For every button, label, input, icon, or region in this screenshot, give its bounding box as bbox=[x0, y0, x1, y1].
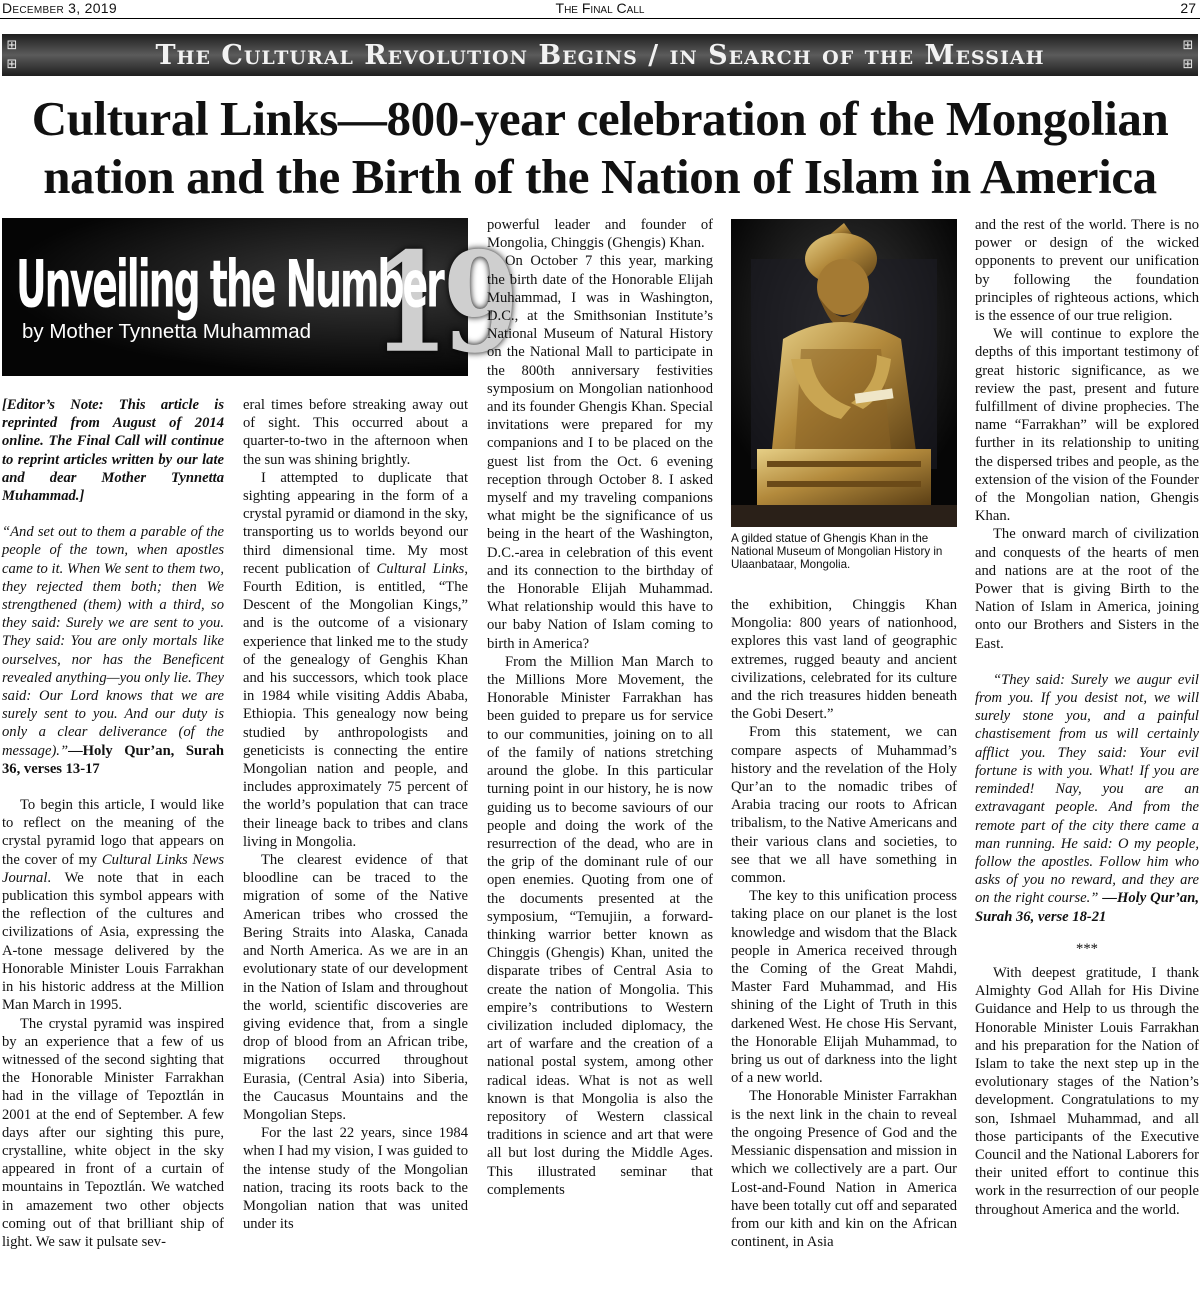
column-logo-title: Unveiling the Number bbox=[16, 246, 443, 322]
paragraph: eral times before streaking away out of sight. This occurred about a quarter-to-two in the afternoon when the sun was shining brightly. bbox=[243, 397, 468, 468]
article-column-5 bbox=[975, 216, 1199, 1219]
paragraph: We will continue to explore the depths of this important testimony of great historic significance, as we review the past, present and future fulfillment of divine prophecies. The name “Farrakhan” will be explored further in its relationship to uniting the dispersed tribes and people, as the extension of the vision of the Founder of the Mongolian nation, Ghengis Khan. bbox=[975, 326, 1199, 525]
paragraph: For the last 22 years, since 1984 when I had my vision, I was guided to the intense study of the Mongolian nation, tracing its roots back to the Mongolian nation that was united under its bbox=[243, 1125, 468, 1233]
paragraph: The clearest evidence of that bloodline can be traced to the migration of some of the Native American tribes who crossed the Bering Straits into Alaska, Canada and North America. As we are in an evolutionary state of our development in the Nation of Islam and throughout the world, scientific discoveries are giving evidence that, from a single drop of blood from an African tribe, migrations occurred throughout Eurasia, (Central Asia) into Siberia, the Caucasus Mountains and the Mongolian Steps. bbox=[243, 852, 468, 1123]
opening-quote: “And set out to them a parable of the people of the town, when apostles came to it. When We sent to them two, they rejected them both; then We strengthened (them) with a third, so they said: Surely we are sent to you. They said: You are only mortals like ourselves, nor has the Beneficent revealed anything—you only lie. They said: Our Lord knows that we are surely sent to you. And our duty is only a clear deliverance (of the message).”—Holy Qur’an, Surah 36, verses 13-17 bbox=[2, 524, 224, 777]
headline-line-2: nation and the Birth of the Nation of Islam in America bbox=[43, 149, 1157, 204]
article-column-1 bbox=[2, 396, 224, 1251]
paragraph: With deepest gratitude, I thank Almighty God Allah for His Divine Guidance and Help to us through the Honorable Minister Louis Farrakhan and his preparation for the Nation of Islam to take the next step up in the evolutionary stages of the Nation’s development. Congratulations to my son, Ishmael Muhammad, and all those participants of the Executive Council and the National Laborers for their united effort to continue this work in the resurrection of our people throughout America and the world. bbox=[975, 964, 1199, 1218]
article-column-3 bbox=[487, 216, 713, 1199]
paragraph: On October 7 this year, marking the birth date of the Honorable Elijah Muhammad, I was in Washington, D.C., at the Smithsonian Institute’s National Museum of Natural History on the National Mall to participate in the 800th anniversary festivities symposium on Mongolian nationhood and its founder Ghengis Khan. Special invitations were prepared for my companions and I to be placed on the guest list from the Oct. 6 evening reception through October 8. I asked myself and my traveling companions what might be the significance of us being in the heart of the Washington, D.C.-area in celebration of this event and its connection to the birthday of the Honorable Elijah Muhammad. What relationship would this have to our baby Nation of Islam coming to birth in America? bbox=[487, 253, 713, 652]
section-banner bbox=[2, 34, 1198, 76]
paragraph: The Honorable Minister Farrakhan is the next link in the chain to reveal the ongoing Presence of God and the Messianic dispensation and mission in which we collectively are a part. Our Lost-and-Found Nation in America have been totally cut off and separated from our kith and kin on the African continent, in Asia bbox=[731, 1088, 957, 1251]
closing-quote: “They said: Surely we augur evil from you. If you desist not, we will surely stone you, and a painful chastisement from us will certainly afflict you. They said: Your evil fortune is with you. What! If you are reminded! Nay, you are an extravagant people. And from the remote part of the city there came a man running. He said: O my people, follow the apostles. Follow him who asks of you no reward, and they are on the right course.” —Holy Qur’an, Surah 36, verse 18-21 bbox=[975, 671, 1199, 925]
statue-image bbox=[731, 219, 957, 527]
paragraph: The crystal pyramid was inspired by an experience that a few of us witnessed of the second sighting that the Honorable Minister Farrakhan had in the village of Tepoztlán in 2001 at the end of September. A few days after our sighting this pure, crystalline, white object in the sky appeared in front of a curtain of mountains in Tepoztlán. We watched in amazement two other objects coming out of that brilliant ship of light. We saw it pulsate sev- bbox=[2, 1015, 224, 1250]
column-logo bbox=[2, 218, 514, 384]
issue-date: December 3, 2019 bbox=[2, 0, 117, 16]
paragraph: I attempted to duplicate that sighting appearing in the form of a crystal pyramid or diamond in the sky, transporting us to worlds beyond our third dimensional time. My most recent publication of Cultural Links, Fourth Edition, is entitled, “The Descent of the Mongolian Kings,” and is the outcome of a visionary experience that linked me to the study of the genealogy of Genghis Khan and his successors, which took place in 1984 while visiting Addis Ababa, Ethiopia. This genealogy now being studied by anthropologists and geneticists is connecting the entire Mongolian nation and people, and includes approximately 75 percent of the world’s population that can trace their lineage back to tribes and clans living in Mongolia. bbox=[243, 469, 468, 850]
ornament-icon: ⊞ ⊞ bbox=[1182, 38, 1194, 72]
article-column-4 bbox=[731, 596, 957, 1251]
paragraph: To begin this article, I would like to reflect on the meaning of the crystal pyramid logo that appears on the cover of my Cultural Links News Journal. We note that in each publication this symbol appears with the reflection of the cultures and civilizations of Asia, expressing the A-tone message delivered by the Honorable Minister Louis Farrakhan in his historic address at the Million Man March in 1995. bbox=[2, 797, 225, 1014]
headline bbox=[0, 90, 1200, 206]
paragraph: and the rest of the world. There is no power or design of the wicked opponents to prevent our unification by following the foundation principles of righteous actions, which is the essence of our true religion. bbox=[975, 217, 1199, 325]
paragraph: From this statement, we can compare aspects of Muhammad’s history and the revelation of the Holy Qur’an to the nomadic tribes of Arabia tracing our roots to African tribalism, to the Native Americans and their various clans and societies, to see that we all have something in common. bbox=[731, 724, 957, 887]
editors-note: [Editor’s Note: This article is reprinted from August of 2014 online. The Final Call will continue to reprint articles written by our late and dear Mother Tynnetta Muhammad.] bbox=[2, 397, 224, 505]
photo-caption: A gilded statue of Ghengis Khan in the National Museum of Mongolian History in Ulaanbataar, Mongolia. bbox=[731, 532, 943, 571]
statue-photo bbox=[731, 219, 957, 527]
column-logo-number: 19 bbox=[372, 222, 514, 384]
paragraph: the exhibition, Chinggis Khan Mongolia: 800 years of nationhood, explores this vast land of geographic extremes, rugged beauty and ancient civilizations, celebrated for its culture and the rich treasures hidden beneath the Gobi Desert.” bbox=[731, 597, 957, 723]
paragraph: From the Million Man March to the Millions More Movement, the Honorable Minister Farrakhan has been guided to prepare us for service to our communities, joining on to all of the family of nations stretching around the globe. In this particular turning point in our history, he is now guiding us to become saviours of our people and doing the work of the resurrection of the dead, who are in the grip of the dominant rule of our open enemies. Quoting from one of the documents presented at the symposium, “Temujiin, a forward-thinking warrior better known as Chinggis (Ghengis) Khan, united the disparate tribes of Central Asia to create the nation of Mongolia. This empire’s contributions to Western civilization included diplomacy, the art of warfare and the creation of a national postal system, among other radical ideas. What is not as well known is that Mongolia is also the repository of Western classical traditions in science and art that were all but lost during the Middle Ages. This illustrated seminar that complements bbox=[487, 653, 713, 1198]
paper-name: The Final Call bbox=[555, 0, 645, 16]
paragraph: The onward march of civilization and conquests of the hearts of men and nations are at the root of the Power that is giving Birth to the Nation of Islam in America, joining onto our Brothers and Sisters in the East. bbox=[975, 526, 1199, 652]
article-column-2 bbox=[243, 396, 468, 1233]
page-number: 27 bbox=[1180, 0, 1196, 16]
ornament-icon: ⊞ ⊞ bbox=[6, 38, 18, 72]
running-head bbox=[0, 0, 1200, 19]
section-break: *** bbox=[1076, 940, 1098, 957]
headline-line-1: Cultural Links—800-year celebration of the Mongolian bbox=[31, 91, 1169, 146]
paragraph: The key to this unification process taking place on our planet is the lost knowledge and wisdom that the Black people in America received through the Coming of the Great Mahdi, Master Fard Muhammad, and His shining of the Light of Truth in this darkened West. He chose His Servant, the Honorable Elijah Muhammad, to bring us out of darkness into the light of a new world. bbox=[731, 888, 957, 1087]
paragraph: powerful leader and founder of Mongolia, Chinggis (Ghengis) Khan. bbox=[487, 217, 713, 252]
byline: by Mother Tynnetta Muhammad bbox=[22, 320, 312, 343]
section-banner-title: The Cultural Revolution Begins / in Search of the Messiah bbox=[155, 39, 1045, 71]
